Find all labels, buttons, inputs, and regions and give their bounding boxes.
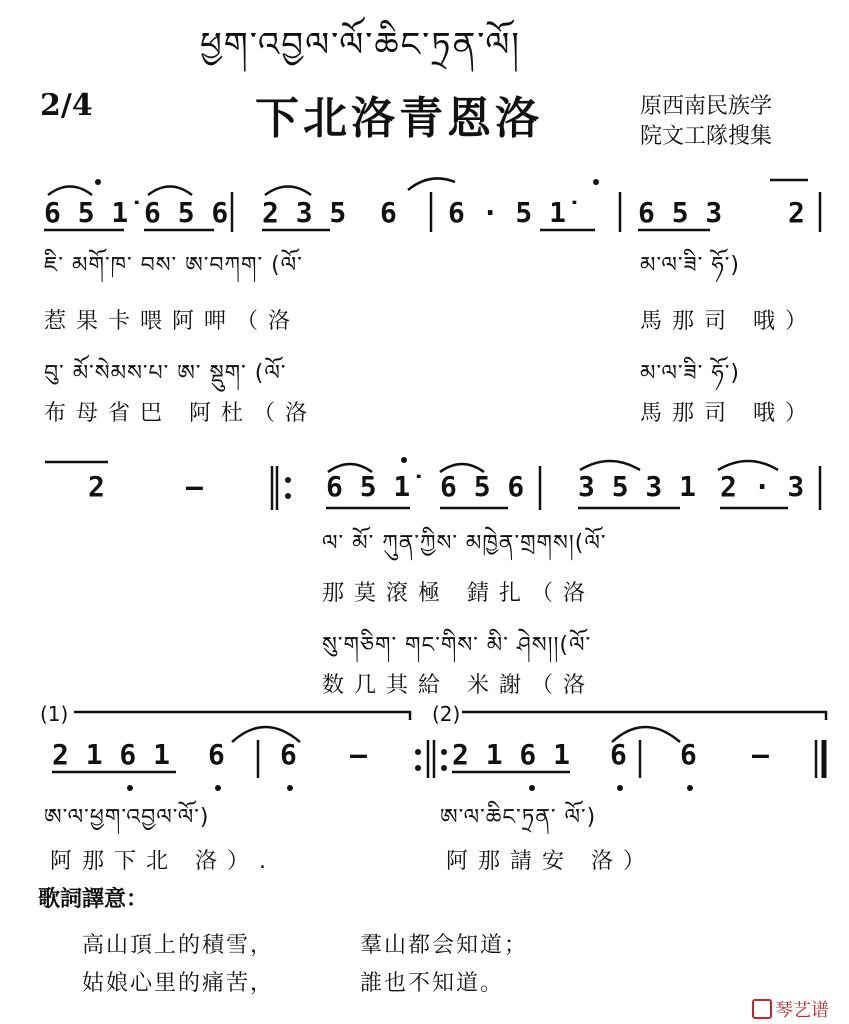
note-group-17: — [350,738,367,771]
note-group-14: 2 1 6 1 [52,738,171,771]
tibetan-lyric-2a: བུ་ མོ་སེམས་པ་ ཨ་ སྡུག་ (ལོ་ [44,361,287,386]
note-group-7: 2 [788,196,805,229]
note-group-11: 6 5 6 [440,470,525,503]
note-group-16: 6 [280,738,297,771]
translation-line-2b: 誰也不知道。 [360,971,505,996]
credit-line-2: 院文工隊搜集 [640,124,773,149]
tibetan-title: ཕྱག་འབྱལ་ལོ་ཆིང་ཏྲན་ལོ། [200,25,521,65]
tibetan-lyric-3: ལ་ མོ་ ཀུན་ཀྱིས་ མཁྱེན་གྲགས།(ལོ་ [322,531,607,556]
tibetan-lyric-2b: མ་ལ་ཟི་ ཧོ་) [640,361,740,386]
chinese-lyric-5a: 阿那下北 洛）. [50,849,276,874]
chinese-lyric-1b: 馬那司 哦） [640,309,817,334]
note-group-13: 2 · 3 [720,470,805,503]
note-group-18: 2 1 6 1 [452,738,571,771]
note-group-20: 6 [680,738,697,771]
page-title: 下北洛青恩洛 [255,93,543,144]
note-group-5: 6 · 5 1̇ [448,196,567,229]
tibetan-lyric-1b: མ་ལ་ཟི་ ཧོ་) [640,253,740,278]
chinese-lyric-5b: 阿那請安 洛） [446,849,655,874]
music-score-logo-icon [752,999,772,1019]
note-group-1: 6 5 1̇ [44,196,129,229]
tibetan-lyric-5a: ཨ་ལ་ཕྱག་འབྱལ་ལོ་) [44,805,210,830]
ending-2-label: (2) [432,702,461,726]
watermark [752,996,829,1022]
note-group-19: 6 [610,738,627,771]
note-group-4: 6 [380,196,397,229]
time-signature-value: 2/4 [40,88,93,123]
note-group-21: — [752,738,769,771]
tibetan-lyric-5b: ཨ་ལ་ཆིང་ཏྲན་ ལོ་) [440,805,597,830]
tibetan-lyric-1a: ཇི་ མགོ་ཁ་ བས་ ཨ་བཀག་ (ལོ་ [44,253,303,278]
note-group-12: 3 5 3 1 [578,470,697,503]
chinese-lyric-4: 数几其給 米謝（洛 [322,673,595,698]
note-group-10: 6 5 1̇ [326,470,411,503]
note-group-3: 2 3 5 [262,196,347,229]
translation-line-1a: 高山頂上的積雪， [82,933,275,958]
note-group-2: 6 5 6 [144,196,229,229]
note-group-8: 2 [88,470,105,503]
chinese-lyric-1a: 惹果卡喂阿呷（洛 [44,309,301,334]
chinese-lyric-3: 那莫滾極 錆扎（洛 [322,581,595,606]
note-group-6: 6 5 3 [638,196,723,229]
chinese-lyric-2a: 布母省巴 阿杜（洛 [44,401,317,426]
note-group-15: 6 [208,738,225,771]
note-group-9: — [186,470,203,503]
ending-1-label: (1) [40,702,69,726]
translation-line-2a: 姑娘心里的痛苦， [82,971,275,996]
credit-line-1: 原西南民族学 [640,94,773,119]
watermark-text: 琴艺谱 [775,1000,829,1021]
translation-line-1b: 羣山都会知道； [360,933,529,958]
tibetan-lyric-4: སུ་གཅིག་ གང་གིས་ མི་ ཤེས།།(ལོ་ [322,633,592,658]
translation-heading: 歌詞譯意： [38,887,149,912]
chinese-lyric-2b: 馬那司 哦） [640,401,817,426]
